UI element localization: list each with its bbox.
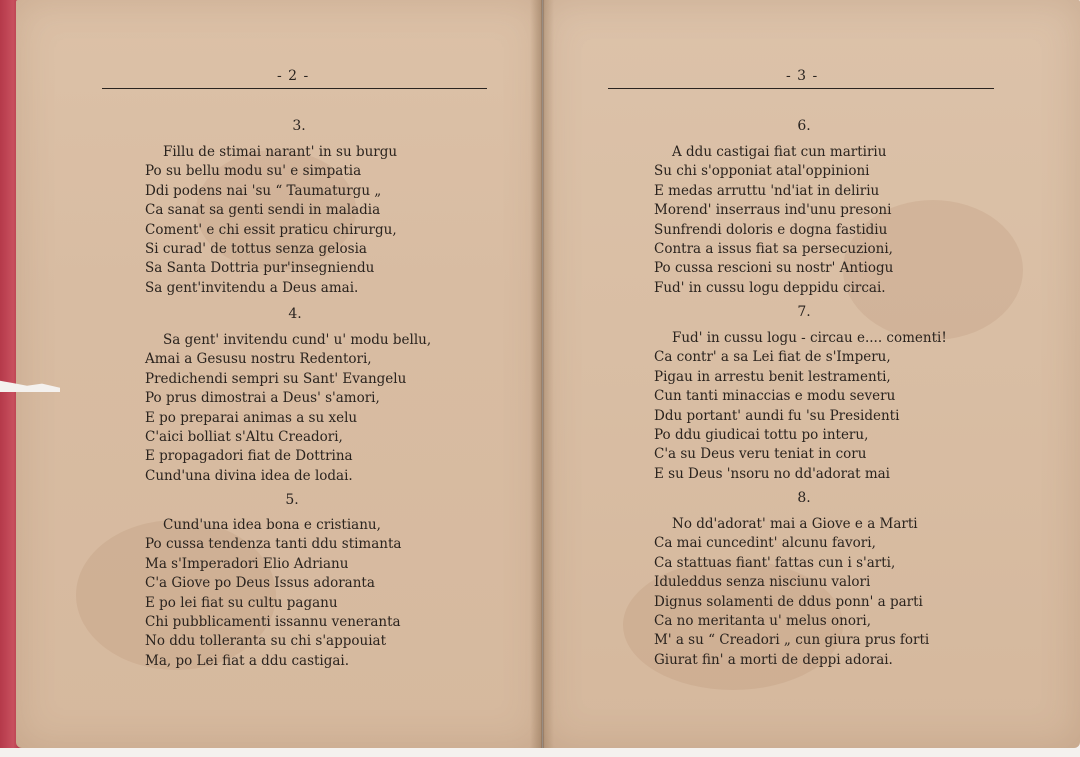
verse-line: Amai a Gesusu nostru Redentori, bbox=[145, 351, 372, 368]
verse-line: E po lei fiat su cultu paganu bbox=[145, 594, 338, 611]
verse-line: Po su bellu modu su' e simpatia bbox=[145, 163, 362, 180]
verse-line: Po prus dimostrai a Deus' s'amori, bbox=[145, 390, 380, 407]
verse-line: Contra a issus fiat sa persecuzioni, bbox=[654, 241, 893, 258]
stanza-3 bbox=[145, 143, 397, 298]
verse-line: Ca mai cuncedint' alcunu favori, bbox=[654, 535, 876, 552]
verse-line: E su Deus 'nsoru no dd'adorat mai bbox=[654, 465, 890, 482]
verse-line: Ca no meritanta u' melus onori, bbox=[654, 613, 872, 630]
verse-line: E medas arruttu 'nd'iat in deliriu bbox=[654, 182, 880, 199]
stanza-8 bbox=[654, 515, 929, 670]
page-number-right: - 3 - bbox=[786, 68, 819, 84]
stanza-number: 8. bbox=[797, 490, 811, 506]
verse-line: C'a Giove po Deus Issus adoranta bbox=[145, 575, 375, 592]
verse-line: Ma, po Lei fiat a ddu castigai. bbox=[145, 652, 350, 669]
verse-line: Morend' inserraus ind'unu presoni bbox=[654, 202, 892, 219]
stanza-number: 6. bbox=[797, 118, 811, 134]
verse-line: Cun tanti minaccias e modu severu bbox=[654, 388, 896, 405]
verse-line: C'aici bolliat s'Altu Creadori, bbox=[145, 429, 343, 446]
verse-line: Ca sanat sa genti sendi in maladia bbox=[145, 202, 381, 219]
stanza-number: 5. bbox=[285, 492, 299, 508]
verse-line: M' a su “ Creadori „ cun giura prus forti bbox=[654, 632, 930, 649]
verse-line: Cund'una idea bona e cristianu, bbox=[163, 517, 381, 533]
verse-line: No dd'adorat' mai a Giove e a Marti bbox=[672, 516, 918, 532]
verse-line: E po preparai animas a su xelu bbox=[145, 409, 358, 426]
verse-line: Pigau in arrestu benit lestramenti, bbox=[654, 368, 891, 385]
verse-line: E propagadori fiat de Dottrina bbox=[145, 448, 353, 465]
stanza-6 bbox=[654, 143, 893, 298]
stanza-5 bbox=[145, 516, 401, 671]
verse-line: Fillu de stimai narant' in su burgu bbox=[163, 144, 398, 160]
stanza-7 bbox=[654, 329, 947, 484]
verse-line: Chi pubblicamenti issannu veneranta bbox=[145, 614, 401, 631]
header-rule-left bbox=[102, 88, 487, 89]
verse-line: Fud' in cussu logu - circau e.... comenti! bbox=[672, 330, 947, 346]
verse-line: Ddu portant' aundi fu 'su Presidenti bbox=[654, 407, 900, 424]
verse-line: No ddu tolleranta su chi s'appouiat bbox=[145, 633, 387, 650]
verse-line: Si curad' de tottus senza gelosia bbox=[145, 241, 367, 258]
verse-line: Po cussa rescioni su nostr' Antiogu bbox=[654, 260, 894, 277]
verse-line: Giurat fin' a morti de deppi adorai. bbox=[654, 651, 893, 668]
page-number-left: - 2 - bbox=[277, 68, 310, 84]
verse-line: Iduleddus senza nisciunu valori bbox=[654, 574, 871, 591]
stanza-number: 7. bbox=[797, 304, 811, 320]
header-rule-right bbox=[608, 88, 994, 89]
verse-line: Sunfrendi doloris e dogna fastidiu bbox=[654, 221, 888, 238]
stanza-number: 3. bbox=[292, 118, 306, 134]
verse-line: A ddu castigai fiat cun martiriu bbox=[672, 144, 887, 160]
verse-line: Sa Santa Dottria pur'insegniendu bbox=[145, 260, 375, 277]
verse-line: Po ddu giudicai tottu po interu, bbox=[654, 427, 869, 444]
verse-line: Ddi podens nai 'su “ Taumaturgu „ bbox=[145, 182, 382, 199]
verse-line: Fud' in cussu logu deppidu circai. bbox=[654, 279, 886, 296]
verse-line: Su chi s'opponiat atal'oppinioni bbox=[654, 163, 870, 180]
stanza-number: 4. bbox=[288, 306, 302, 322]
verse-line: Ma s'Imperadori Elio Adrianu bbox=[145, 555, 349, 572]
verse-line: C'a su Deus veru teniat in coru bbox=[654, 446, 867, 463]
verse-line: Predichendi sempri su Sant' Evangelu bbox=[145, 370, 407, 387]
stanza-4 bbox=[145, 331, 431, 486]
verse-line: Coment' e chi essit praticu chirurgu, bbox=[145, 221, 397, 238]
verse-line: Cund'una divina idea de lodai. bbox=[145, 467, 353, 484]
verse-line: Dignus solamenti de ddus ponn' a parti bbox=[654, 593, 923, 610]
verse-line: Ca contr' a sa Lei fiat de s'Imperu, bbox=[654, 349, 891, 366]
verse-line: Po cussa tendenza tanti ddu stimanta bbox=[145, 536, 402, 553]
verse-line: Sa gent'invitendu a Deus amai. bbox=[145, 279, 359, 296]
book-gutter bbox=[530, 0, 554, 748]
verse-line: Ca stattuas fiant' fattas cun i s'arti, bbox=[654, 554, 896, 571]
verse-line: Sa gent' invitendu cund' u' modu bellu, bbox=[163, 332, 432, 348]
